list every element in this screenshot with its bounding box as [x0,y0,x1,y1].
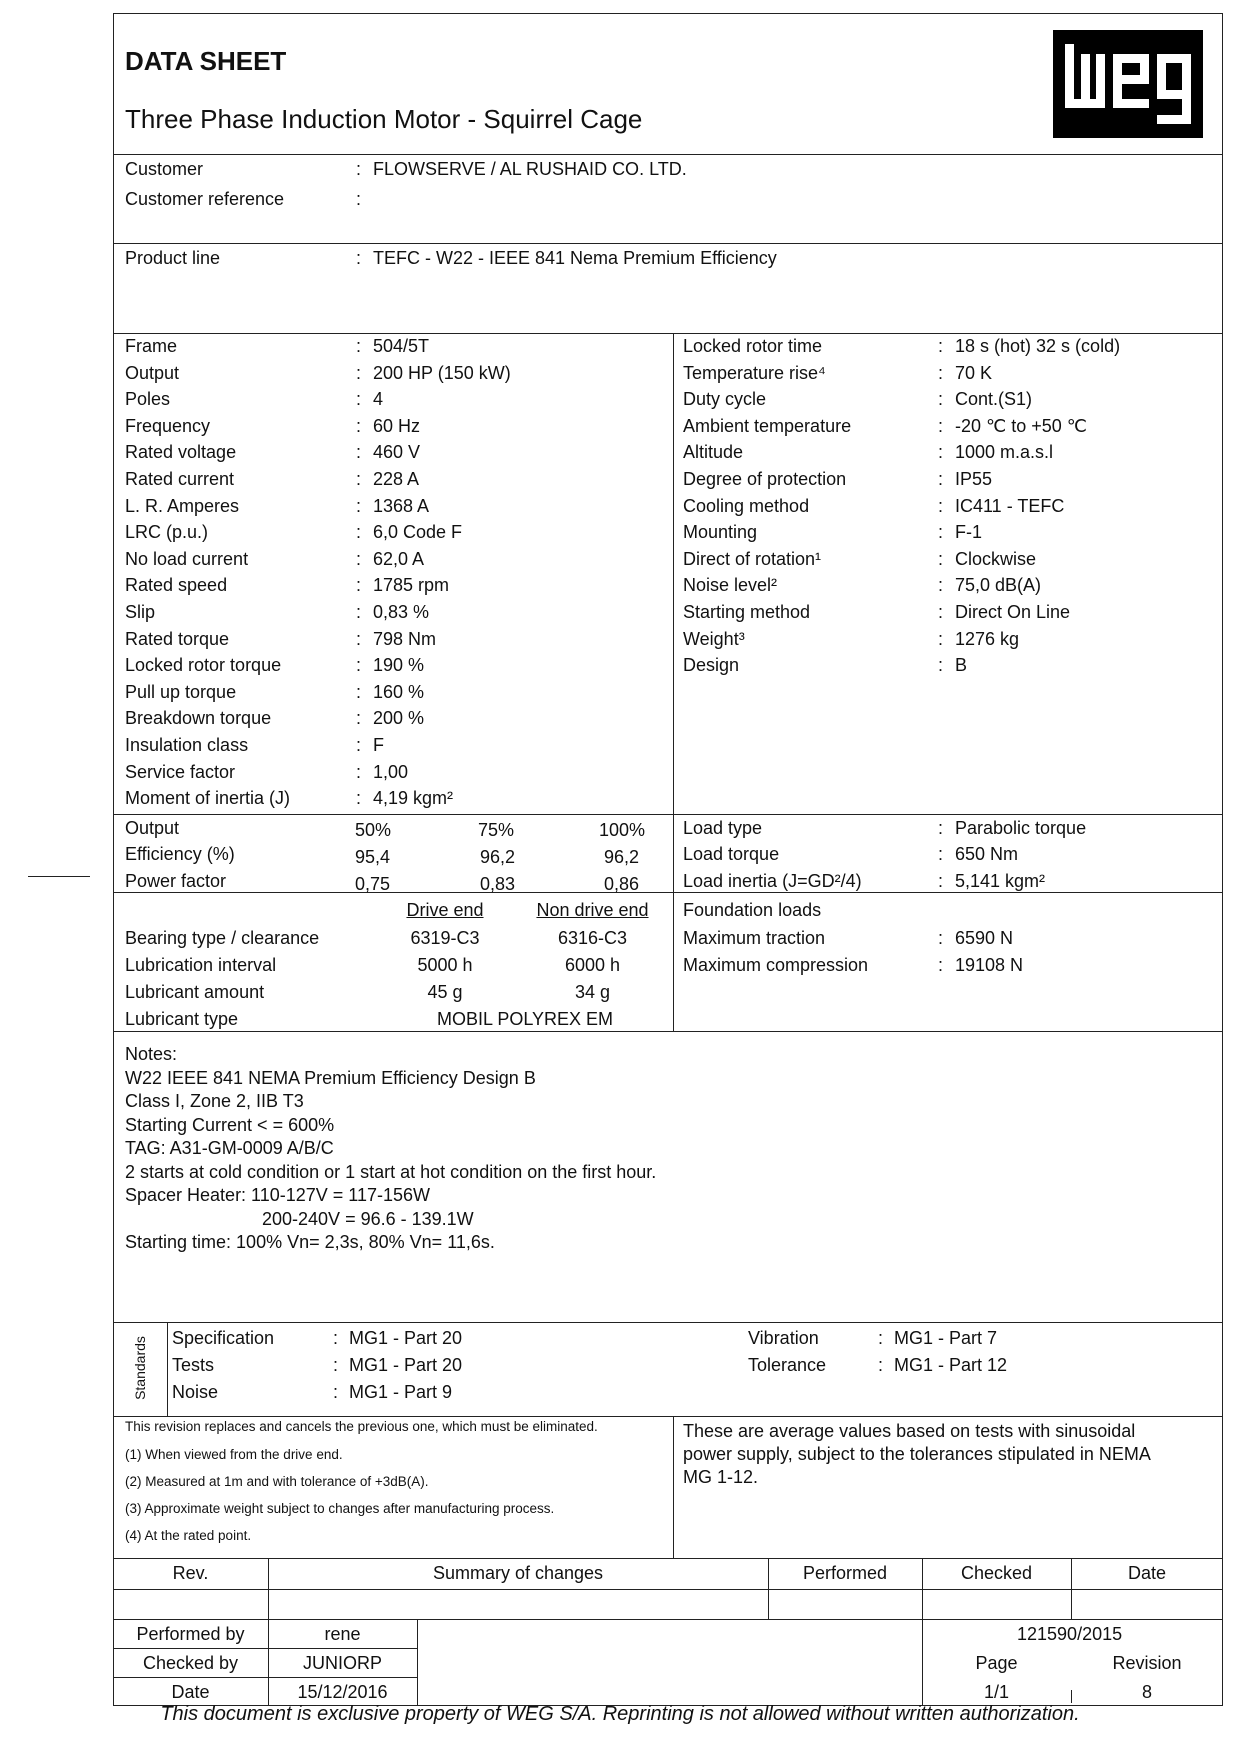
margin-mark [28,876,90,877]
spec-left-label: No load current [125,548,249,569]
spec-left-label: Pull up torque [125,681,237,702]
spec-left-value: 160 % [373,681,425,702]
spec-left-label: Output [125,362,180,383]
spec-right-label: Temperature rise⁴ [683,362,826,383]
spec-right-value: F-1 [955,522,982,543]
spec-right-value: B [955,655,968,676]
power-factor-label: Power factor [125,871,227,891]
note-line: Class I, Zone 2, IIB T3 [125,1091,304,1111]
spec-left-label: LRC (p.u.) [125,522,209,543]
max-traction-value: 6590 N [955,928,1014,948]
footnote: (3) Approximate weight subject to changes after manufacturing process. [125,1501,555,1516]
note-line: 2 starts at cold condition or 1 start at hot condition on the first hour. [125,1162,657,1182]
std-tolerance-label: Tolerance [748,1355,827,1375]
std-noise-label: Noise [172,1382,219,1402]
spec-left-label: Poles [125,389,171,410]
pf-50: 0,75 [355,874,391,894]
load-pct-100: 100% [599,820,646,840]
spec-right-label: Altitude [683,442,744,463]
spec-left-value: 1785 rpm [373,575,450,596]
spec-right-label: Noise level² [683,575,778,596]
spec-left-value: 1,00 [373,761,409,782]
std-spec-value: MG1 - Part 20 [349,1328,463,1348]
load-type-value: Parabolic torque [955,818,1087,838]
spec-right-label: Cooling method [683,495,810,516]
efficiency-50: 95,4 [355,847,391,867]
efficiency-100: 96,2 [604,847,640,867]
page-label: Page [975,1653,1018,1673]
spec-left-label: Rated voltage [125,442,237,463]
spec-right-value: Direct On Line [955,602,1071,622]
load-pct-50: 50% [355,820,392,840]
spec-left-label: Service factor [125,761,236,782]
customer-value: FLOWSERVE / AL RUSHAID CO. LTD. [373,159,687,179]
footnote: (1) When viewed from the drive end. [125,1447,343,1462]
std-tolerance-value: MG1 - Part 12 [894,1355,1008,1375]
std-vibration-value: MG1 - Part 7 [894,1328,998,1348]
spec-left-value: 200 HP (150 kW) [373,362,511,383]
lubrication-interval-nde: 6000 h [564,955,621,975]
checked-header: Checked [960,1563,1033,1583]
lubricant-type-label: Lubricant type [125,1009,239,1029]
weg-logo [1053,30,1203,138]
pf-100: 0,86 [604,874,640,894]
footer-disclaimer: This document is exclusive property of WEG S/A. Reprinting is not allowed without written authorization. [160,1703,1080,1725]
datasheet-title: DATA SHEET [125,46,287,76]
spec-right-label: Locked rotor time [683,336,823,356]
spec-left-value: 62,0 A [373,548,425,569]
spec-right-value: 1000 m.a.s.l [955,442,1054,463]
load-inertia-value: 5,141 kgm² [955,871,1046,891]
spec-right-label: Design [683,655,740,676]
std-vibration-label: Vibration [748,1328,819,1348]
spec-left-value: F [373,735,384,755]
standards-side-label: Standards [132,1336,148,1400]
spec-left-value: 200 % [373,708,425,729]
spec-right-value: 18 s (hot) 32 s (cold) [955,336,1121,356]
spec-left-label: Rated torque [125,628,230,649]
spec-left-value: 190 % [373,655,425,676]
spec-left-label: Rated current [125,469,235,489]
pf-75: 0,83 [480,874,516,894]
spec-right-value: IP55 [955,469,993,489]
spec-left-value: 0,83 % [373,602,430,622]
performed-header: Performed [802,1563,888,1583]
datasheet-subtitle: Three Phase Induction Motor - Squirrel Cage [125,104,643,134]
average-note-line: MG 1-12. [683,1467,759,1487]
footnote: (4) At the rated point. [125,1528,252,1543]
bearing-type-nde: 6316-C3 [557,928,628,948]
std-tests-value: MG1 - Part 20 [349,1355,463,1375]
lubricant-amount-label: Lubricant amount [125,982,265,1002]
load-type-label: Load type [683,818,763,838]
efficiency-label: Efficiency (%) [125,844,235,864]
average-note-line: power supply, subject to the tolerances stipulated in NEMA [683,1444,1151,1464]
load-pct-75: 75% [478,820,515,840]
product-line-value: TEFC - W22 - IEEE 841 Nema Premium Efficiency [373,248,777,268]
std-noise-value: MG1 - Part 9 [349,1382,453,1402]
spec-left-value: 1368 A [373,495,430,516]
note-line: W22 IEEE 841 NEMA Premium Efficiency Design B [125,1068,536,1088]
max-compression-label: Maximum compression [683,955,869,975]
max-compression-value: 19108 N [955,955,1024,975]
footnote: This revision replaces and cancels the previous one, which must be eliminated. [125,1419,598,1434]
date-label: Date [171,1682,210,1702]
spec-right-value: 75,0 dB(A) [955,575,1042,596]
date-header: Date [1127,1563,1167,1583]
rev-header: Rev. [172,1563,209,1583]
note-line: TAG: A31-GM-0009 A/B/C [125,1138,334,1158]
spec-left-value: 60 Hz [373,415,421,436]
revision-label: Revision [1112,1653,1182,1673]
spec-right-label: Mounting [683,522,758,543]
spec-left-value: 460 V [373,442,421,463]
std-tests-label: Tests [172,1355,215,1375]
std-spec-label: Specification [172,1328,275,1348]
bearing-type-de: 6319-C3 [410,928,480,948]
efficiency-75: 96,2 [480,847,516,867]
checked-by-label: Checked by [142,1653,239,1673]
spec-right-label: Duty cycle [683,389,767,410]
spec-left-label: Rated speed [125,575,228,596]
date-value: 15/12/2016 [297,1682,388,1702]
bearing-type-label: Bearing type / clearance [125,928,320,948]
spec-left-label: Breakdown torque [125,708,272,729]
lubrication-interval-de: 5000 h [417,955,473,975]
summary-header: Summary of changes [432,1563,604,1583]
checked-by-value: JUNIORP [302,1653,382,1673]
spec-left-value: 4,19 kgm² [373,788,454,809]
drive-end-header: Drive end [406,900,484,920]
non-drive-end-header: Non drive end [536,900,649,920]
spec-left-label: Locked rotor torque [125,655,282,676]
spec-right-label: Weight³ [683,628,745,649]
note-line: 200-240V = 96.6 - 139.1W [262,1209,474,1229]
lubricant-type-value: MOBIL POLYREX EM [436,1009,614,1029]
performed-by-label: Performed by [136,1624,245,1644]
spec-left-value: 228 A [373,469,420,489]
product-line-label: Product line [125,248,221,268]
spec-right-value: Clockwise [955,548,1037,569]
load-inertia-label: Load inertia (J=GD²/4) [683,871,862,891]
note-line: Starting time: 100% Vn= 2,3s, 80% Vn= 11,6s. [125,1232,495,1252]
performed-by-value: rene [324,1624,361,1644]
spec-left-label: Frequency [125,415,211,436]
spec-right-label: Direct of rotation¹ [683,548,822,569]
notes-title: Notes: [125,1044,178,1064]
lubrication-interval-label: Lubrication interval [125,955,277,975]
spec-right-label: Ambient temperature [683,415,852,436]
spec-left-value: 4 [373,389,384,410]
spec-right-value: 1276 kg [955,628,1020,649]
spec-right-value: Cont.(S1) [955,389,1033,410]
lubricant-amount-de: 45 g [427,982,463,1002]
load-torque-label: Load torque [683,844,780,864]
customer-reference-label: Customer reference [125,189,285,209]
spec-right-label: Starting method [683,602,811,622]
spec-right-value: 70 K [955,362,993,383]
load-torque-value: 650 Nm [955,844,1019,864]
spec-left-label: Slip [125,602,156,622]
note-line: Starting Current < = 600% [125,1115,335,1135]
lubricant-amount-nde: 34 g [574,982,611,1002]
spec-left-value: 6,0 Code F [373,522,463,543]
customer-label: Customer [125,159,204,179]
spec-left-label: L. R. Amperes [125,495,240,516]
spec-left-label: Moment of inertia (J) [125,788,291,809]
foundation-loads-title: Foundation loads [683,900,822,920]
revision-value: 8 [1141,1682,1152,1702]
footnote: (2) Measured at 1m and with tolerance of +3dB(A). [125,1474,429,1489]
spec-right-value: IC411 - TEFC [955,495,1065,516]
note-line: Spacer Heater: 110-127V = 117-156W [125,1185,431,1205]
load-output-label: Output [125,818,180,838]
spec-left-label: Frame [125,336,178,356]
spec-left-value: 504/5T [373,336,430,356]
spec-left-label: Insulation class [125,735,249,755]
spec-right-label: Degree of protection [683,469,847,489]
document-number: 121590/2015 [1017,1624,1123,1644]
average-note-line: These are average values based on tests with sinusoidal [683,1421,1136,1441]
spec-right-value: -20 ℃ to +50 ℃ [955,415,1087,436]
spec-left-value: 798 Nm [373,628,437,649]
max-traction-label: Maximum traction [683,928,826,948]
page-value: 1/1 [983,1682,1010,1702]
